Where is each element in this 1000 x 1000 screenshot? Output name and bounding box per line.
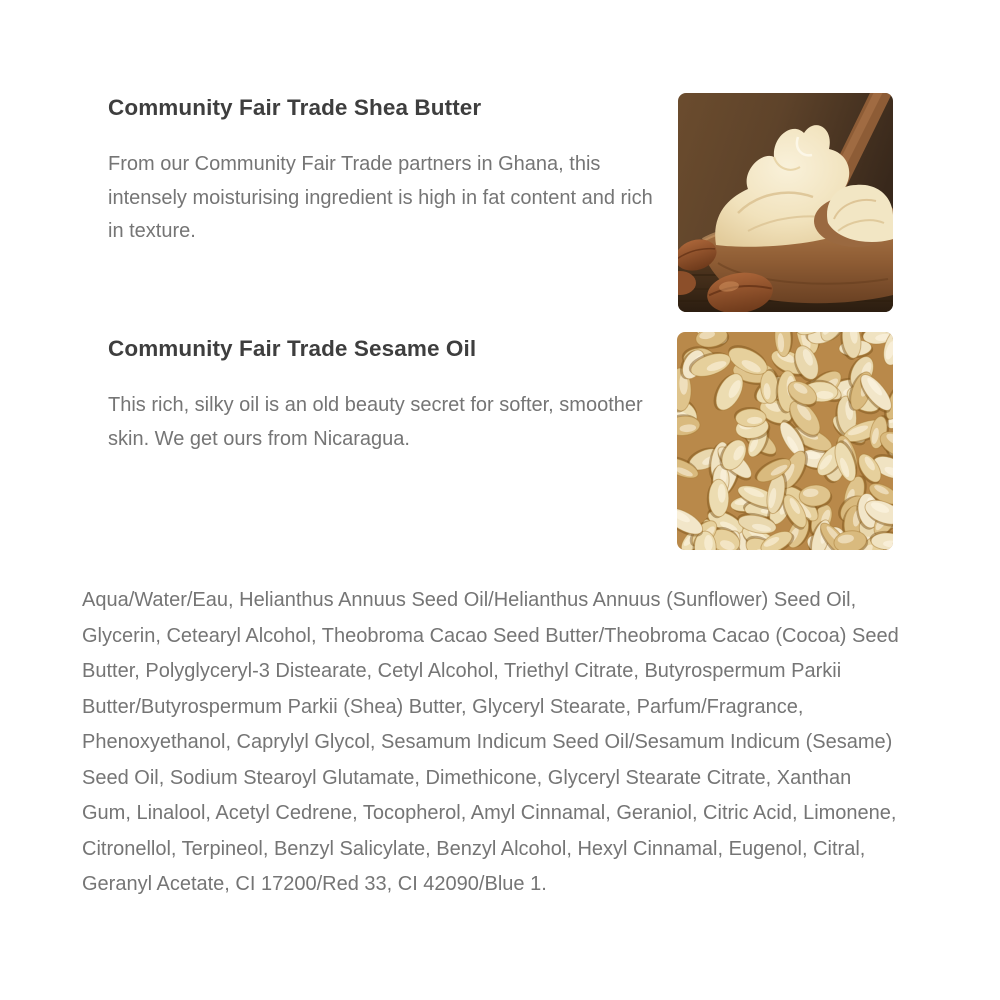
shea-butter-heading: Community Fair Trade Shea Butter: [108, 95, 482, 120]
ingredients-list: Aqua/Water/Eau, Helianthus Annuus Seed Oil/Helianthus Annuus (Sunflower) Seed Oil, Glycerin, Cetearyl Alcohol, Theobroma Cacao Seed Butter/Theobroma Cacao (Cocoa) Seed Butter, Polyglyceryl-3 Distearate, Cetyl Alcohol, Triethyl Citrate, Butyrospermum Parkii Butter/Butyrospermum Parkii (Shea) Butter, Glyceryl Stearate, Parfum/Fragrance, Phenoxyethanol, Caprylyl Glycol, Sesamum Indicum Seed Oil/Sesamum Indicum (Sesame) Seed Oil, Sodium Stearoyl Glutamate, Dimethicone, Glyceryl Stearate Citrate, Xanthan Gum, Linalool, Acetyl Cedrene, Tocopherol, Amyl Cinnamal, Geraniol, Citric Acid, Limonene, Citronellol, Terpineol, Benzyl Salicylate, Benzyl Alcohol, Hexyl Cinnamal, Eugenol, Citral, Geranyl Acetate, CI 17200/Red 33, CI 42090/Blue 1.: [82, 589, 899, 895]
shea-butter-description: From our Community Fair Trade partners in Ghana, this intensely moisturising ingredient is high in fat content and rich in texture.: [108, 153, 653, 242]
section-sesame-oil: [108, 334, 664, 456]
shea-butter-image: [678, 93, 893, 312]
sesame-seeds-image: [677, 332, 893, 550]
sesame-oil-description: This rich, silky oil is an old beauty secret for softer, smoother skin. We get ours from Nicaragua.: [108, 394, 643, 450]
shea-butter-illustration: [678, 93, 893, 312]
section-shea-butter: [108, 93, 664, 249]
sesame-oil-heading: Community Fair Trade Sesame Oil: [108, 336, 477, 361]
sesame-seeds-illustration: [677, 332, 893, 550]
